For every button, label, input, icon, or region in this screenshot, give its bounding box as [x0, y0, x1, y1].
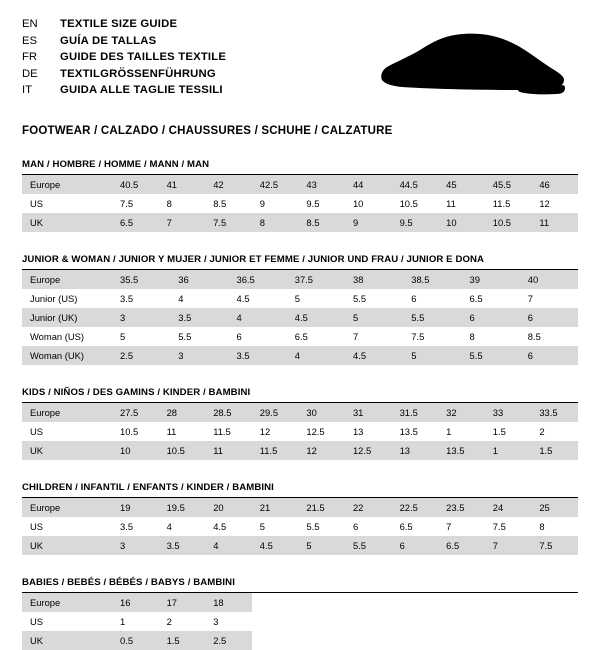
group-heading: MAN / HOMBRE / HOMME / MANN / MAN	[22, 159, 578, 175]
table-row	[22, 270, 578, 289]
row-label: UK	[22, 536, 112, 555]
cell: 8	[469, 331, 475, 342]
cell: 40	[520, 270, 578, 289]
cell: 5	[403, 346, 461, 365]
language-title-list	[22, 16, 226, 99]
language-code: DE	[22, 67, 38, 80]
cell	[485, 612, 532, 631]
cell: 31.5	[392, 403, 439, 422]
cell: 13	[352, 426, 364, 437]
table-row	[22, 194, 578, 213]
group-children	[22, 482, 578, 555]
cell: 6	[520, 346, 578, 365]
cell: 4.5	[236, 293, 250, 304]
language-row	[22, 33, 226, 50]
cell: 6.5	[469, 293, 483, 304]
table-row	[22, 422, 578, 441]
cell: 5.5	[353, 293, 367, 304]
row-label: UK	[22, 631, 112, 650]
size-table-man	[22, 175, 578, 232]
cell	[345, 631, 392, 650]
cell	[345, 612, 392, 631]
cell: 1	[120, 616, 126, 627]
cell: 6.5	[294, 331, 308, 342]
cell: 28	[159, 403, 206, 422]
cell: 30	[298, 403, 345, 422]
size-table-kids	[22, 403, 578, 460]
cell: 3	[112, 536, 159, 555]
cell: 11	[166, 426, 177, 437]
cell: 11.5	[252, 441, 299, 460]
cell: 28.5	[205, 403, 252, 422]
row-label: US	[30, 616, 44, 627]
cell: 33.5	[531, 403, 578, 422]
cell: 0.5	[112, 631, 159, 650]
cell	[531, 631, 578, 650]
table-row	[22, 403, 578, 422]
cell: 3.5	[120, 293, 134, 304]
cell: 37.5	[287, 270, 345, 289]
cell: 5.5	[403, 308, 461, 327]
cell	[485, 593, 532, 612]
cell: 36	[170, 270, 228, 289]
cell: 45.5	[485, 175, 532, 194]
cell: 3.5	[120, 521, 134, 532]
cell: 6	[352, 521, 359, 532]
cell: 3.5	[229, 346, 287, 365]
cell: 3.5	[170, 308, 228, 327]
table-row	[22, 346, 578, 365]
cell: 4	[205, 536, 252, 555]
cell: 12.5	[306, 426, 325, 437]
cell: 38	[345, 270, 403, 289]
cell: 10.5	[399, 198, 418, 209]
cell: 27.5	[112, 403, 159, 422]
cell: 12	[259, 426, 271, 437]
cell: 4.5	[287, 308, 345, 327]
cell: 40.5	[112, 175, 159, 194]
cell: 5.5	[345, 536, 392, 555]
cell: 6	[462, 308, 520, 327]
cell: 33	[485, 403, 532, 422]
cell: 42	[205, 175, 252, 194]
group-heading: CHILDREN / INFANTIL / ENFANTS / KINDER / BAMBINI	[22, 482, 578, 498]
cell: 6	[520, 308, 578, 327]
cell: 24	[485, 498, 532, 517]
page-header	[22, 16, 578, 107]
cell: 13.5	[438, 441, 485, 460]
row-label: US	[30, 198, 44, 209]
cell: 11.5	[213, 426, 231, 437]
cell: 4	[229, 308, 287, 327]
table-row	[22, 517, 578, 536]
group-babies	[22, 577, 578, 650]
table-row	[22, 175, 578, 194]
cell: 11	[531, 213, 578, 232]
language-title: GUIDA ALLE TAGLIE TESSILI	[60, 84, 223, 96]
cell: 13.5	[399, 426, 418, 437]
cell: 10	[352, 198, 364, 209]
dress-shoe-icon	[376, 32, 566, 107]
cell	[298, 631, 345, 650]
cell: 35.5	[112, 270, 170, 289]
cell: 29.5	[252, 403, 299, 422]
cell: 6	[236, 331, 242, 342]
cell: 5	[298, 536, 345, 555]
cell: 11.5	[492, 198, 511, 209]
size-table-babies	[22, 593, 578, 650]
cell: 7.5	[492, 521, 506, 532]
page-title: FOOTWEAR / CALZADO / CHAUSSURES / SCHUHE / CALZATURE	[22, 125, 393, 137]
cell: 39	[462, 270, 520, 289]
cell: 1.5	[159, 631, 206, 650]
group-heading: JUNIOR & WOMAN / JUNIOR Y MUJER / JUNIOR ET FEMME / JUNIOR UND FRAU / JUNIOR E DONA	[22, 254, 578, 270]
cell: 8	[252, 213, 299, 232]
row-label: Europe	[22, 403, 112, 422]
cell: 12	[298, 441, 345, 460]
cell: 9	[259, 198, 265, 209]
language-code: IT	[22, 84, 33, 96]
cell: 4.5	[252, 536, 299, 555]
cell: 10.5	[485, 213, 532, 232]
cell: 2.5	[112, 346, 170, 365]
row-label: Europe	[22, 593, 112, 612]
cell	[252, 631, 299, 650]
cell: 4	[166, 521, 172, 532]
cell	[252, 593, 299, 612]
table-row	[22, 289, 578, 308]
cell: 11	[205, 441, 252, 460]
cell: 38.5	[403, 270, 461, 289]
cell: 10	[438, 213, 485, 232]
table-row	[22, 308, 578, 327]
cell: 3.5	[159, 536, 206, 555]
table-row	[22, 327, 578, 346]
cell: 7.5	[531, 536, 578, 555]
cell: 19	[112, 498, 159, 517]
cell: 21.5	[298, 498, 345, 517]
cell: 16	[112, 593, 159, 612]
cell	[252, 612, 299, 631]
row-label: UK	[22, 441, 112, 460]
language-row	[22, 16, 226, 33]
cell: 2.5	[205, 631, 252, 650]
cell: 6.5	[438, 536, 485, 555]
cell	[345, 593, 392, 612]
cell: 7	[446, 521, 452, 532]
cell: 7	[527, 293, 533, 304]
language-title: TEXTILE SIZE GUIDE	[60, 18, 178, 30]
cell: 7	[353, 331, 359, 342]
cell	[298, 612, 345, 631]
cell: 10.5	[159, 441, 206, 460]
cell: 23.5	[438, 498, 485, 517]
cell: 20	[205, 498, 252, 517]
cell: 19.5	[159, 498, 206, 517]
cell: 5	[345, 308, 403, 327]
cell: 43	[298, 175, 345, 194]
cell: 1	[485, 441, 532, 460]
cell	[485, 631, 532, 650]
cell: 36.5	[229, 270, 287, 289]
cell: 4	[178, 293, 184, 304]
cell: 10.5	[120, 426, 139, 437]
cell: 5.5	[178, 331, 192, 342]
language-row	[22, 49, 226, 66]
row-label: Europe	[22, 270, 112, 289]
table-row	[22, 441, 578, 460]
language-row	[22, 82, 226, 99]
cell: 7.5	[120, 198, 134, 209]
cell: 9	[345, 213, 392, 232]
cell: 9.5	[392, 213, 439, 232]
cell: 5	[259, 521, 265, 532]
cell: 6	[411, 293, 417, 304]
group-heading: KIDS / NIÑOS / DES GAMINS / KINDER / BAMBINI	[22, 387, 578, 403]
cell: 8	[539, 521, 545, 532]
cell: 10	[112, 441, 159, 460]
row-label: Woman (US)	[30, 331, 85, 342]
cell: 8.5	[298, 213, 345, 232]
row-label: US	[30, 426, 44, 437]
cell: 7.5	[411, 331, 425, 342]
row-label: US	[30, 521, 44, 532]
language-title: GUÍA DE TALLAS	[60, 34, 157, 47]
cell: 2	[166, 616, 172, 627]
cell: 1	[446, 426, 452, 437]
cell: 22	[345, 498, 392, 517]
cell: 8.5	[527, 331, 541, 342]
cell: 7.5	[205, 213, 252, 232]
language-code: FR	[22, 51, 38, 63]
cell: 3	[213, 616, 219, 627]
cell	[438, 593, 485, 612]
table-row	[22, 498, 578, 517]
group-junior-woman	[22, 254, 578, 365]
cell: 6.5	[112, 213, 159, 232]
table-row	[22, 536, 578, 555]
cell	[392, 631, 439, 650]
row-label: Junior (UK)	[22, 308, 112, 327]
cell: 4.5	[345, 346, 403, 365]
cell	[531, 612, 578, 631]
cell: 12.5	[345, 441, 392, 460]
cell: 18	[205, 593, 252, 612]
cell: 12	[539, 198, 550, 209]
cell: 31	[345, 403, 392, 422]
cell: 13	[392, 441, 439, 460]
cell: 17	[159, 593, 206, 612]
table-row	[22, 631, 578, 650]
language-code: ES	[22, 34, 38, 47]
group-kids	[22, 387, 578, 460]
cell: 7	[159, 213, 206, 232]
row-label: Junior (US)	[30, 293, 78, 304]
size-table-children	[22, 498, 578, 555]
cell: 1.5	[531, 441, 578, 460]
cell	[392, 612, 439, 631]
cell: 11	[446, 198, 456, 209]
table-row	[22, 612, 578, 631]
cell: 4.5	[213, 521, 227, 532]
cell	[392, 593, 439, 612]
row-label: Europe	[22, 498, 112, 517]
cell: 2	[539, 426, 545, 437]
cell: 5.5	[306, 521, 320, 532]
cell: 32	[438, 403, 485, 422]
cell: 22.5	[392, 498, 439, 517]
cell: 3	[170, 346, 228, 365]
cell: 5	[294, 293, 300, 304]
size-table-junior-woman	[22, 270, 578, 365]
group-heading: BABIES / BEBÉS / BÉBÉS / BABYS / BAMBINI	[22, 577, 578, 593]
cell: 3	[112, 308, 170, 327]
cell: 9.5	[306, 198, 320, 209]
cell: 44.5	[392, 175, 439, 194]
cell: 7	[485, 536, 532, 555]
cell: 41	[159, 175, 206, 194]
cell	[298, 593, 345, 612]
cell	[438, 612, 485, 631]
cell: 8	[166, 198, 172, 209]
row-label: Europe	[22, 175, 112, 194]
language-row	[22, 66, 226, 83]
cell: 5.5	[462, 346, 520, 365]
cell: 25	[531, 498, 578, 517]
row-label: Woman (UK)	[22, 346, 112, 365]
cell	[438, 631, 485, 650]
language-title: GUIDE DES TAILLES TEXTILE	[60, 51, 227, 63]
table-row	[22, 213, 578, 232]
cell: 44	[345, 175, 392, 194]
cell: 6.5	[399, 521, 413, 532]
cell: 42.5	[252, 175, 299, 194]
language-title: TEXTILGRÖSSENFÜHRUNG	[60, 67, 216, 80]
language-code: EN	[22, 18, 38, 30]
cell: 45	[438, 175, 485, 194]
cell: 8.5	[213, 198, 227, 209]
cell: 4	[287, 346, 345, 365]
cell: 21	[252, 498, 299, 517]
group-man	[22, 159, 578, 232]
cell: 5	[120, 331, 126, 342]
cell	[531, 593, 578, 612]
cell: 6	[392, 536, 439, 555]
row-label: UK	[22, 213, 112, 232]
table-row	[22, 593, 578, 612]
cell: 46	[531, 175, 578, 194]
cell: 1.5	[492, 426, 506, 437]
